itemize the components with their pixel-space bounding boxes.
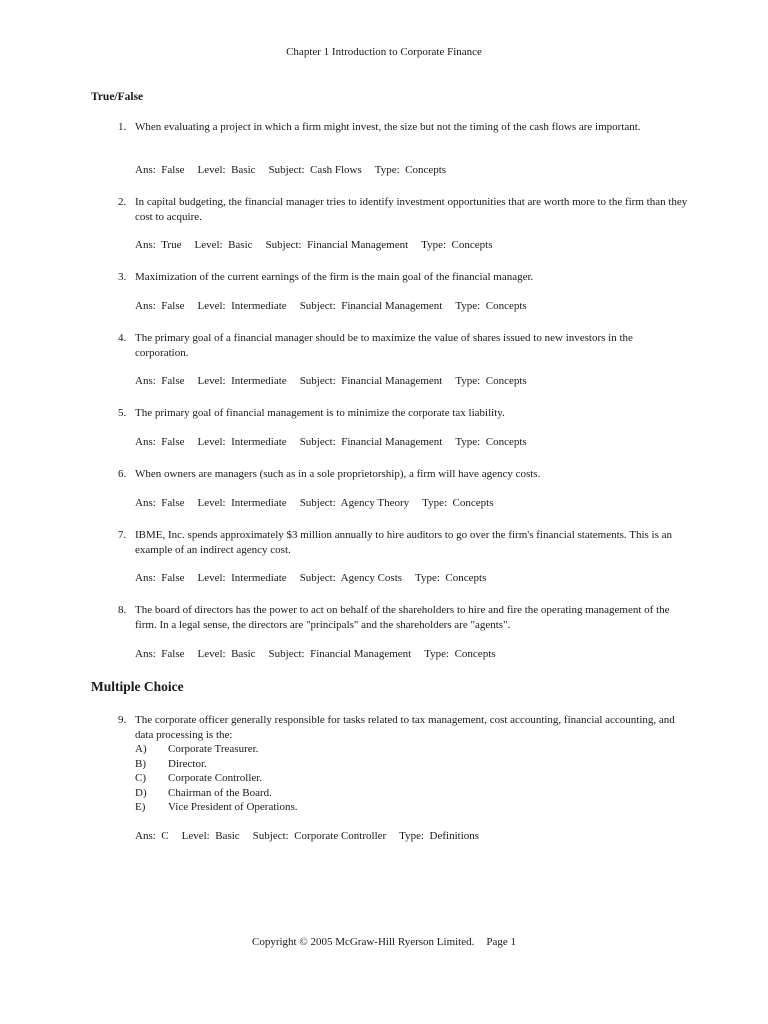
question-number: 5. [118,407,127,419]
answer-line-1 [135,163,459,178]
option-e [135,800,688,815]
question-number: 2. [118,196,127,208]
type: Type: Concepts [455,300,527,312]
answer-line-7 [135,571,499,586]
level: Level: Intermediate [197,497,287,509]
option-letter: B) [135,757,146,770]
answer: Ans: False [135,300,185,312]
subject: Subject: Financial Management [299,300,443,312]
option-a [135,742,688,757]
type: Type: Concepts [415,572,487,584]
question-stem: The corporate officer generally responsible for tasks related to tax management, cost accounting, financial accounting, and data processing is the: [135,714,675,741]
page-footer [0,935,768,950]
level: Level: Intermediate [197,300,287,312]
question-text: Maximization of the current earnings of the firm is the main goal of the financial manager. [135,271,534,283]
subject: Subject: Cash Flows [268,164,362,176]
question-number: 9. [118,714,127,726]
question-1 [118,120,688,135]
level: Level: Intermediate [197,572,287,584]
question-number: 6. [118,468,127,480]
subject: Subject: Agency Costs [299,572,403,584]
option-letter: A) [135,743,147,755]
level: Level: Basic [197,164,256,176]
question-number: 8. [118,604,127,616]
answer-line-5 [135,435,540,450]
type: Type: Definitions [399,830,480,842]
answer-line-4 [135,374,540,389]
answer-line-2 [135,238,506,253]
question-text: The primary goal of financial management is to minimize the corporate tax liability. [135,407,505,419]
type: Type: Concepts [374,164,447,176]
answer: Ans: True [135,239,182,251]
question-text: The board of directors has the power to act on behalf of the shareholders to hire and fire the operating management of the firm. In a legal sense, the directors are "principals" and the shareholders are "agents". [135,604,670,631]
answer: Ans: False [135,164,185,176]
option-letter: D) [135,786,147,799]
answer: Ans: False [135,572,185,584]
type: Type: Concepts [455,436,527,448]
option-text: Corporate Treasurer. [168,743,259,755]
answer-line-6 [135,496,506,511]
question-text [135,713,688,815]
question-7 [118,528,688,557]
option-letter: C) [135,772,146,784]
question-9 [118,713,688,815]
subject: Subject: Financial Management [265,239,409,251]
answer: Ans: False [135,375,185,387]
option-text: Corporate Controller. [168,772,263,784]
question-number: 3. [118,271,127,283]
subject: Subject: Agency Theory [299,497,410,509]
section-title-true-false: True/False [91,91,144,103]
answer-line-3 [135,299,540,314]
answer: Ans: False [135,648,185,660]
question-text: IBME, Inc. spends approximately $3 million annually to hire auditors to go over the firm's financial statements. This is an example of an indirect agency cost. [135,529,673,556]
option-b [135,757,688,772]
question-6 [118,467,688,482]
option-letter: E) [135,801,146,813]
answer-line-8 [135,647,509,662]
question-number: 7. [118,529,127,541]
subject: Subject: Financial Management [299,436,443,448]
answer: Ans: C [135,830,169,842]
question-text: In capital budgeting, the financial manager tries to identify investment opportunities that are worth more to the firm than they cost to acquire. [135,196,688,223]
subject: Subject: Corporate Controller [252,830,387,842]
page-number: Page 1 [486,936,517,948]
level: Level: Intermediate [197,375,287,387]
level: Level: Basic [197,648,256,660]
answer: Ans: False [135,436,185,448]
question-text: When owners are managers (such as in a sole proprietorship), a firm will have agency costs. [135,468,541,480]
level: Level: Intermediate [197,436,287,448]
section-title-multiple-choice: Multiple Choice [91,679,184,694]
type: Type: Concepts [424,648,496,660]
type: Type: Concepts [455,375,527,387]
question-number: 4. [118,332,127,344]
option-text: Chairman of the Board. [168,786,272,799]
options-list [135,742,688,815]
option-text: Vice President of Operations. [168,801,298,813]
type: Type: Concepts [421,239,493,251]
page-header: Chapter 1 Introduction to Corporate Finance [286,46,482,58]
question-number: 1. [118,121,127,133]
level: Level: Basic [194,239,253,251]
question-8 [118,603,688,632]
question-3 [118,270,688,285]
question-4 [118,331,688,360]
option-c [135,771,688,786]
option-text: Director. [168,757,207,770]
question-5 [118,406,688,421]
subject: Subject: Financial Management [299,375,443,387]
option-d [135,786,688,801]
answer: Ans: False [135,497,185,509]
question-text: When evaluating a project in which a firm might invest, the size but not the timing of the cash flows are important. [135,121,641,133]
question-text: The primary goal of a financial manager should be to maximize the value of shares issued to new investors in the corporation. [135,332,633,359]
question-2 [118,195,688,224]
level: Level: Basic [181,830,240,842]
type: Type: Concepts [422,497,494,509]
answer-line-9 [135,829,492,844]
subject: Subject: Financial Management [268,648,412,660]
copyright-text: Copyright © 2005 McGraw-Hill Ryerson Limited. [251,936,475,948]
